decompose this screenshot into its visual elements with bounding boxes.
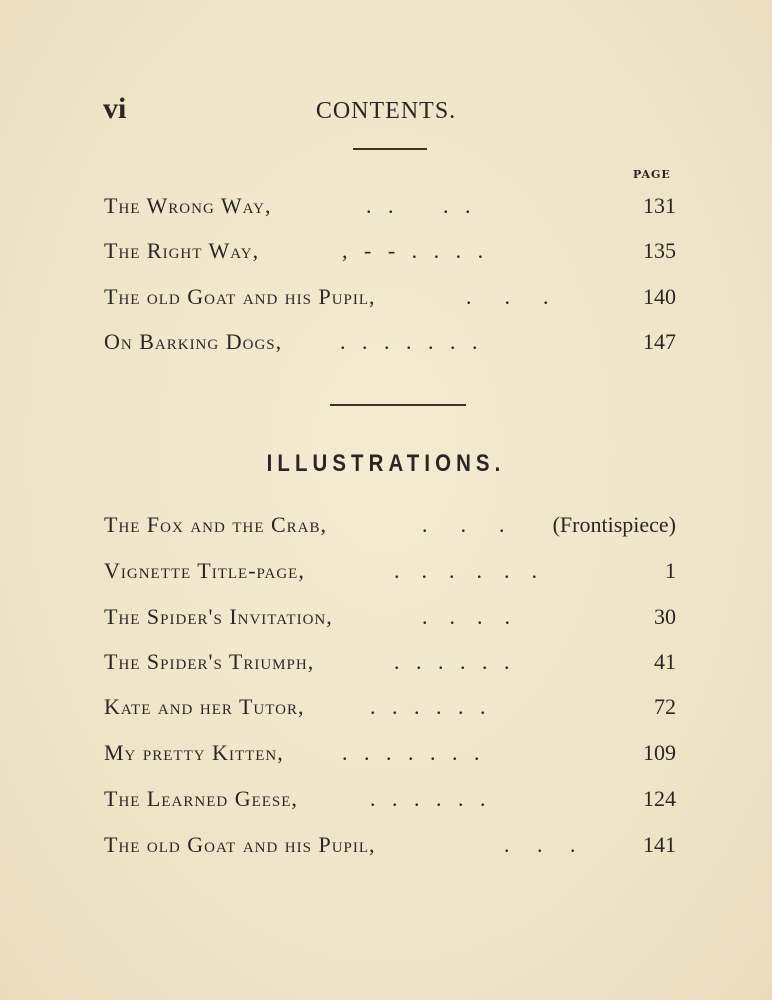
contents-entry [104,284,680,314]
illustration-entry [104,558,680,588]
illustration-entry [104,694,680,724]
entry-page: 141 [643,832,676,857]
leader-dots: . . . . . . . [340,329,478,354]
page-column-label: PAGE [633,168,671,181]
leader-dots: . . . . [366,193,471,218]
entry-title: The old Goat and his Pupil, [104,832,376,857]
contents-entry [104,238,680,268]
entry-page: 147 [643,329,676,354]
leader-dots: . . . . [422,604,510,629]
page-number: vi [103,92,127,125]
leader-dots: . . . [504,832,576,857]
leader-dots: . . . . . . [394,558,537,583]
contents-entry [104,329,680,359]
illustration-entry [104,786,680,816]
illustration-entry [104,649,680,679]
entry-page: 135 [643,238,676,263]
leader-dots: , - - . . . . [342,238,484,263]
entry-page: 41 [654,649,676,674]
leader-dots: . . . [466,284,549,309]
leader-dots: . . . [422,512,505,537]
entry-page: 109 [643,740,676,765]
illustration-entry [104,512,680,542]
illustration-entry [104,740,680,770]
leader-dots: . . . . . . . [342,740,480,765]
leader-dots: . . . . . . [370,694,486,719]
illustration-entry [104,832,680,862]
entry-title: The old Goat and his Pupil, [104,284,376,309]
entry-title: The Learned Geese, [104,786,298,811]
entry-page: 30 [654,604,676,629]
entry-title: The Spider's Triumph, [104,649,315,674]
entry-page: 72 [654,694,676,719]
entry-title: On Barking Dogs, [104,329,283,354]
entry-page: 140 [643,284,676,309]
illustration-entry [104,604,680,634]
entry-title: The Right Way, [104,238,260,263]
contents-entry [104,193,680,223]
entry-page: 124 [643,786,676,811]
entry-title: Vignette Title-page, [104,558,305,583]
entry-page: (Frontispiece) [552,512,676,537]
illustrations-heading: ILLUSTRATIONS. [266,450,506,477]
entry-page: 1 [665,558,676,583]
entry-title: The Fox and the Crab, [104,512,328,537]
entry-title: The Wrong Way, [104,193,272,218]
header-rule [353,148,427,150]
running-title: CONTENTS. [315,98,457,124]
leader-dots: . . . . . . [370,786,486,811]
entry-page: 131 [643,193,676,218]
section-divider [330,404,466,406]
entry-title: My pretty Kitten, [104,740,284,765]
entry-title: The Spider's Invitation, [104,604,333,629]
leader-dots: . . . . . . [394,649,510,674]
entry-title: Kate and her Tutor, [104,694,305,719]
